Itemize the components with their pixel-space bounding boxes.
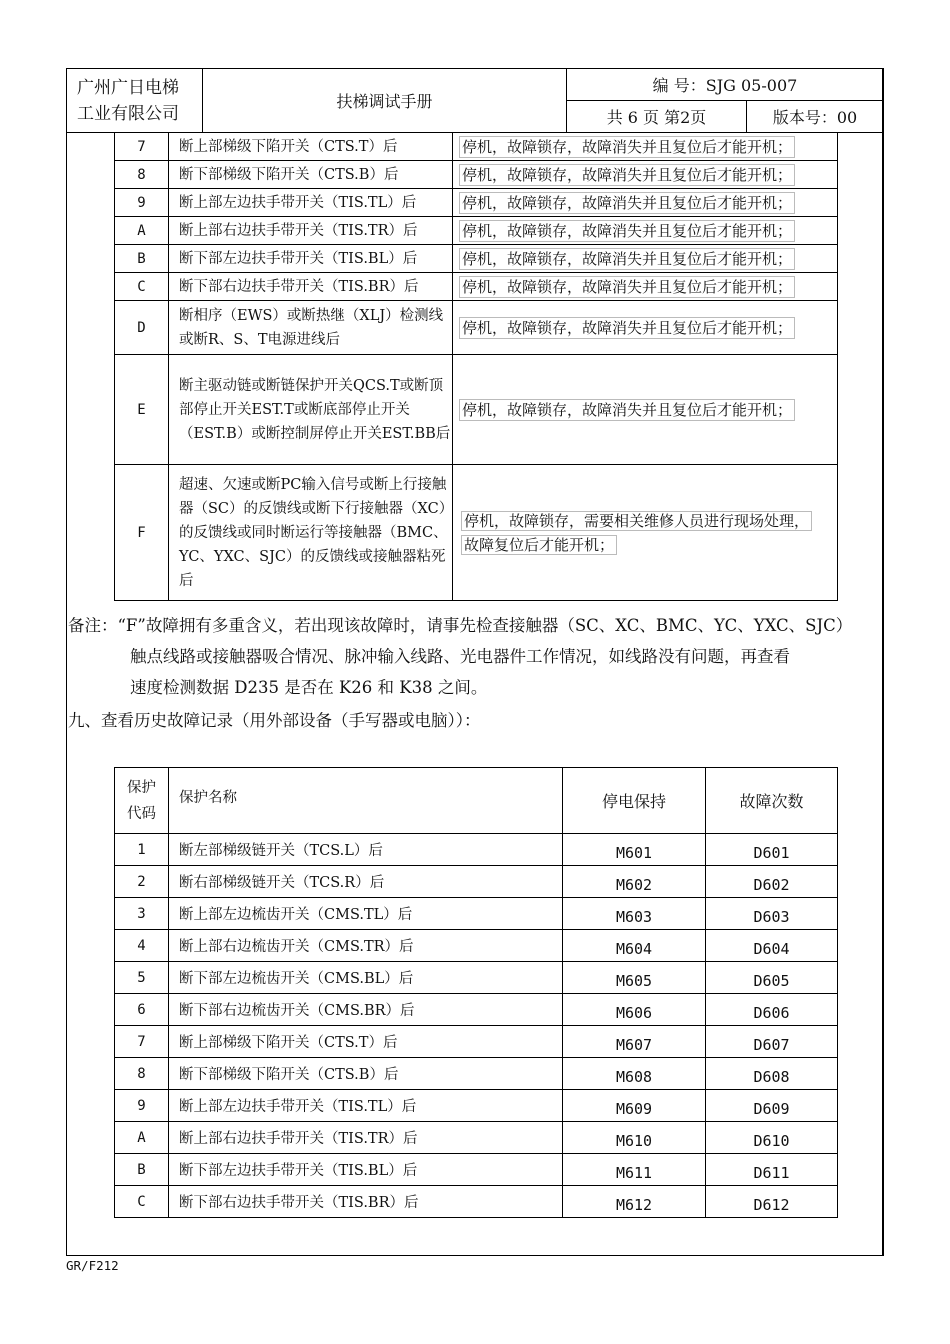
table-row bbox=[115, 245, 838, 273]
protection-action bbox=[453, 161, 838, 189]
table-row bbox=[115, 189, 838, 217]
protection-action bbox=[453, 189, 838, 217]
protection-action bbox=[453, 465, 838, 601]
retain-address: M607 bbox=[563, 1026, 706, 1058]
retain-address: M604 bbox=[563, 930, 706, 962]
retain-address: M601 bbox=[563, 834, 706, 866]
table-row bbox=[115, 1058, 838, 1090]
fault-count-address: D602 bbox=[706, 866, 838, 898]
retain-address: M606 bbox=[563, 994, 706, 1026]
action-text bbox=[459, 509, 814, 557]
note-line-1: 备注：“F”故障拥有多重含义，若出现该故障时，请事先检查接触器（SC、XC、BMC、YC、YXC、SJC） bbox=[68, 616, 853, 635]
protection-code: A bbox=[115, 217, 169, 245]
protection-name: 断下部左边扶手带开关（TIS.BL）后 bbox=[169, 245, 453, 273]
retain-address: M608 bbox=[563, 1058, 706, 1090]
protection-action bbox=[453, 245, 838, 273]
action-text: 停机，故障锁存，故障消失并且复位后才能开机； bbox=[459, 164, 795, 186]
fault-count-address: D609 bbox=[706, 1090, 838, 1122]
retain-address: M602 bbox=[563, 866, 706, 898]
protection-code: 9 bbox=[115, 1090, 169, 1122]
document-number: 编 号：SJG 05-007 bbox=[567, 69, 884, 101]
action-text: 停机，故障锁存，故障消失并且复位后才能开机； bbox=[459, 248, 795, 270]
protection-name: 断相序（EWS）或断热继（XLJ）检测线或断R、S、T电源进线后 bbox=[169, 301, 453, 355]
table-row bbox=[115, 1090, 838, 1122]
fault-count-address: D611 bbox=[706, 1154, 838, 1186]
column-header-name: 保护名称 bbox=[169, 768, 563, 834]
version-number: 版本号：00 bbox=[747, 101, 884, 133]
protection-name: 断上部右边梳齿开关（CMS.TR）后 bbox=[169, 930, 563, 962]
document-title: 扶梯调试手册 bbox=[203, 69, 567, 133]
column-header-count: 故障次数 bbox=[706, 768, 838, 834]
form-code: GR/F212 bbox=[66, 1258, 119, 1273]
protection-name: 断下部梯级下陷开关（CTS.B）后 bbox=[169, 1058, 563, 1090]
fault-count-address: D612 bbox=[706, 1186, 838, 1218]
protection-name: 断下部左边扶手带开关（TIS.BL）后 bbox=[169, 1154, 563, 1186]
table-row bbox=[115, 273, 838, 301]
protection-name: 断上部左边梳齿开关（CMS.TL）后 bbox=[169, 898, 563, 930]
protection-action bbox=[453, 273, 838, 301]
action-text: 停机，故障锁存，故障消失并且复位后才能开机； bbox=[459, 317, 795, 339]
table-row bbox=[115, 866, 838, 898]
fault-count-address: D603 bbox=[706, 898, 838, 930]
table-row bbox=[115, 355, 838, 465]
protection-code: C bbox=[115, 1186, 169, 1218]
protection-name: 断上部梯级下陷开关（CTS.T）后 bbox=[169, 1026, 563, 1058]
protection-name: 断下部左边梳齿开关（CMS.BL）后 bbox=[169, 962, 563, 994]
protection-code: 3 bbox=[115, 898, 169, 930]
protection-action bbox=[453, 217, 838, 245]
protection-code: 8 bbox=[115, 1058, 169, 1090]
table-row bbox=[115, 1122, 838, 1154]
protection-action bbox=[453, 133, 838, 161]
protection-name: 超速、欠速或断PC输入信号或断上行接触器（SC）的反馈线或断下行接触器（XC）的反馈线或同时断运行等接触器（BMC、YC、YXC、SJC）的反馈线或接触器粘死后 bbox=[169, 465, 453, 601]
action-text-line1: 停机，故障锁存，需要相关维修人员进行现场处理， bbox=[461, 511, 812, 531]
retain-address: M605 bbox=[563, 962, 706, 994]
page-count: 共 6 页 第2页 bbox=[567, 101, 747, 133]
protection-code: 5 bbox=[115, 962, 169, 994]
table-row bbox=[115, 1186, 838, 1218]
company-name bbox=[67, 69, 203, 133]
company-name-line2: 工业有限公司 bbox=[77, 103, 179, 124]
protection-table-continued bbox=[114, 132, 838, 601]
protection-code: 9 bbox=[115, 189, 169, 217]
column-header-code bbox=[115, 768, 169, 834]
action-text: 停机，故障锁存，故障消失并且复位后才能开机； bbox=[459, 192, 795, 214]
retain-address: M611 bbox=[563, 1154, 706, 1186]
column-header-code-line2: 代码 bbox=[127, 805, 156, 822]
protection-code: B bbox=[115, 1154, 169, 1186]
retain-address: M610 bbox=[563, 1122, 706, 1154]
protection-name: 断左部梯级链开关（TCS.L）后 bbox=[169, 834, 563, 866]
protection-code: C bbox=[115, 273, 169, 301]
table-row bbox=[115, 962, 838, 994]
protection-name: 断上部左边扶手带开关（TIS.TL）后 bbox=[169, 1090, 563, 1122]
protection-name: 断下部右边梳齿开关（CMS.BR）后 bbox=[169, 994, 563, 1026]
protection-name: 断上部梯级下陷开关（CTS.T）后 bbox=[169, 133, 453, 161]
section-heading: 九、查看历史故障记录（用外部设备（手写器或电脑））： bbox=[68, 711, 481, 730]
fault-count-address: D605 bbox=[706, 962, 838, 994]
table-row bbox=[115, 1026, 838, 1058]
column-header-retain: 停电保持 bbox=[563, 768, 706, 834]
fault-count-address: D606 bbox=[706, 994, 838, 1026]
protection-code: D bbox=[115, 301, 169, 355]
protection-code: 7 bbox=[115, 1026, 169, 1058]
retain-address: M609 bbox=[563, 1090, 706, 1122]
table-row bbox=[115, 1154, 838, 1186]
action-text: 停机，故障锁存，故障消失并且复位后才能开机； bbox=[459, 220, 795, 242]
protection-name: 断上部右边扶手带开关（TIS.TR）后 bbox=[169, 217, 453, 245]
fault-count-address: D601 bbox=[706, 834, 838, 866]
action-text-line2: 故障复位后才能开机； bbox=[461, 535, 617, 555]
protection-action bbox=[453, 301, 838, 355]
protection-name: 断右部梯级链开关（TCS.R）后 bbox=[169, 866, 563, 898]
note-line-2: 触点线路或接触器吸合情况、脉冲输入线路、光电器件工作情况，如线路没有问题，再查看 bbox=[130, 647, 790, 666]
table-row bbox=[115, 994, 838, 1026]
retain-address: M612 bbox=[563, 1186, 706, 1218]
protection-code: 6 bbox=[115, 994, 169, 1026]
action-text: 停机，故障锁存，故障消失并且复位后才能开机； bbox=[459, 399, 795, 421]
note-paragraph bbox=[68, 610, 884, 703]
company-name-line1: 广州广日电梯 bbox=[77, 77, 179, 98]
fault-history-table bbox=[114, 767, 838, 1218]
fault-count-address: D610 bbox=[706, 1122, 838, 1154]
protection-action bbox=[453, 355, 838, 465]
retain-address: M603 bbox=[563, 898, 706, 930]
table-row bbox=[115, 465, 838, 601]
table-row bbox=[115, 898, 838, 930]
table-row bbox=[115, 930, 838, 962]
fault-count-address: D607 bbox=[706, 1026, 838, 1058]
protection-code: 7 bbox=[115, 133, 169, 161]
table-row bbox=[115, 217, 838, 245]
table-row bbox=[115, 301, 838, 355]
fault-count-address: D608 bbox=[706, 1058, 838, 1090]
protection-name: 断上部右边扶手带开关（TIS.TR）后 bbox=[169, 1122, 563, 1154]
protection-code: E bbox=[115, 355, 169, 465]
protection-code: 2 bbox=[115, 866, 169, 898]
note-line-3: 速度检测数据 D235 是否在 K26 和 K38 之间。 bbox=[130, 678, 488, 697]
action-text: 停机，故障锁存，故障消失并且复位后才能开机； bbox=[459, 136, 795, 158]
protection-code: A bbox=[115, 1122, 169, 1154]
protection-name: 断上部左边扶手带开关（TIS.TL）后 bbox=[169, 189, 453, 217]
protection-code: F bbox=[115, 465, 169, 601]
action-text: 停机，故障锁存，故障消失并且复位后才能开机； bbox=[459, 276, 795, 298]
table-row bbox=[115, 133, 838, 161]
document-header bbox=[66, 68, 884, 133]
protection-name: 断下部右边扶手带开关（TIS.BR）后 bbox=[169, 273, 453, 301]
protection-code: 1 bbox=[115, 834, 169, 866]
protection-code: B bbox=[115, 245, 169, 273]
protection-name: 断下部右边扶手带开关（TIS.BR）后 bbox=[169, 1186, 563, 1218]
table-header-row bbox=[115, 768, 838, 834]
table-row bbox=[115, 834, 838, 866]
protection-name: 断下部梯级下陷开关（CTS.B）后 bbox=[169, 161, 453, 189]
table-row bbox=[115, 161, 838, 189]
column-header-code-line1: 保护 bbox=[127, 779, 156, 796]
fault-count-address: D604 bbox=[706, 930, 838, 962]
protection-code: 8 bbox=[115, 161, 169, 189]
protection-code: 4 bbox=[115, 930, 169, 962]
protection-name: 断主驱动链或断链保护开关QCS.T或断顶部停止开关EST.T或断底部停止开关（EST.B）或断控制屏停止开关EST.BB后 bbox=[169, 355, 453, 465]
